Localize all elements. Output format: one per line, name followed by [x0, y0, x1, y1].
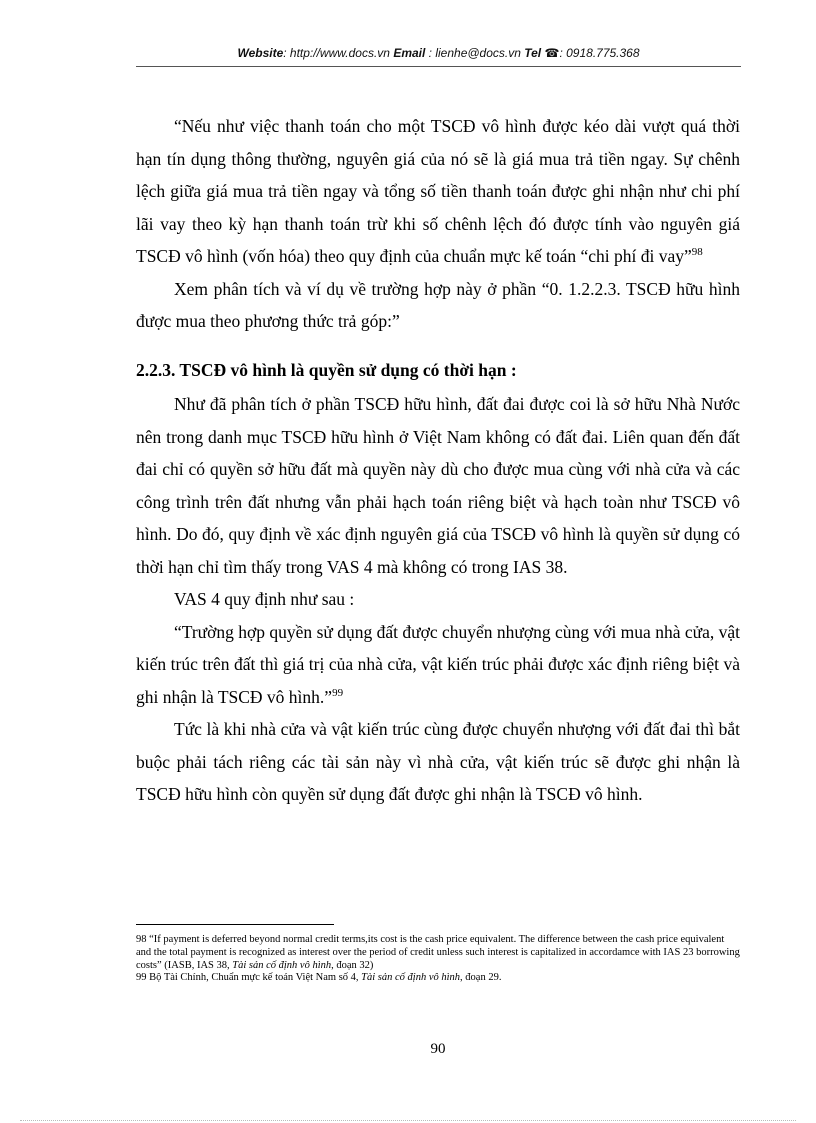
website-label: Website — [237, 46, 284, 60]
footnote-99 — [136, 972, 740, 985]
header-divider — [136, 66, 741, 67]
paragraph-quote-1-text: “Nếu như việc thanh toán cho một TSCĐ vô hình được kéo dài vượt quá thời hạn tín dụng thông thường, nguyên giá của nó sẽ là giá mua trả tiền ngay. Sự chênh lệch giữa giá mua trả tiền ngay và tổng số tiền thanh toán được ghi nhận như chi phí lãi vay theo kỳ hạn thanh toán trừ khi số chênh lệch đó được tính vào nguyên giá TSCĐ vô hình (vốn hóa) theo quy định của chuẩn mực kế toán “chi phí đi vay” — [136, 116, 740, 266]
paragraph-quote-5 — [136, 616, 740, 714]
website-value: : http://www.docs.vn — [283, 46, 390, 60]
footnote-divider — [136, 924, 334, 925]
footnote-98-number: 98 — [136, 934, 147, 945]
footnote-98-end: , đoạn 32) — [331, 959, 374, 971]
footnote-ref-98: 98 — [691, 246, 703, 259]
footnote-99-number: 99 — [136, 972, 147, 984]
page-header — [136, 46, 741, 60]
footnote-ref-99: 99 — [332, 686, 344, 699]
paragraph-quote-5-text: “Trường hợp quyền sử dụng đất được chuyển nhượng cùng với mua nhà cửa, vật kiến trúc trên đất thì giá trị của nhà cửa, vật kiến trúc phải được xác định riêng biệt và ghi nhận là TSCĐ vô hình.” — [136, 621, 740, 707]
paragraph-3: Như đã phân tích ở phần TSCĐ hữu hình, đất đai được coi là sở hữu Nhà Nước nên trong danh mục TSCĐ hữu hình ở Việt Nam không có đất đai. Liên quan đến đất đai chỉ có quyền sở hữu đất mà quyền này dù cho được mua cùng với nhà cửa và các công trình trên đất nhưng vẫn phải hạch toán riêng biệt và hạch toàn như TSCĐ vô hình. Do đó, quy định về xác định nguyên giá của TSCĐ vô hình là quyền sử dụng có thời hạn chỉ tìm thấy trong VAS 4 mà không có trong IAS 38. — [136, 394, 740, 577]
paragraph-6: Tức là khi nhà cửa và vật kiến trúc cùng được chuyển nhượng với đất đai thì bắt buộc phải tách riêng các tài sản này vì nhà cửa, vật kiến trúc sẽ được ghi nhận là TSCĐ hữu hình còn quyền sử dụng đất được ghi nhận là TSCĐ vô hình. — [136, 719, 740, 804]
footnote-99-title: Tài sản cố định vô hình — [361, 972, 461, 984]
paragraph-2: Xem phân tích và ví dụ về trường hợp này ở phần “0. 1.2.2.3. TSCĐ hữu hình được mua theo phương thức trả góp:” — [136, 278, 740, 331]
document-body — [136, 110, 740, 811]
paragraph-quote-1 — [136, 110, 740, 273]
email-label: Email — [393, 46, 426, 60]
footnote-98-title: Tài sản cố định vô hình — [232, 959, 332, 971]
page-number: 90 — [430, 1041, 446, 1057]
email-value: : lienhe@docs.vn — [428, 46, 521, 60]
footnote-98-text: “If payment is deferred beyond normal credit terms,its cost is the cash price equivalent. The difference between the cash price equivalent and the total payment is recognized as interest over the period of credit unless such interest is capitalized in accordamce with IAS 23 borrowing costs” (IASB, IAS 38, — [136, 934, 740, 971]
footnote-98 — [136, 934, 740, 972]
tel-label: Tel — [524, 46, 542, 60]
tel-value: : 0918.775.368 — [559, 46, 640, 60]
footnote-99-text: Bộ Tài Chính, Chuẩn mực kế toán Việt Nam số 4, — [146, 972, 362, 984]
footnote-99-end: , đoạn 29. — [460, 972, 502, 984]
phone-icon: ☎ — [544, 46, 560, 60]
section-heading: 2.2.3. TSCĐ vô hình là quyền sử dụng có thời hạn : — [136, 359, 517, 380]
footnotes — [136, 934, 740, 985]
paragraph-4: VAS 4 quy định như sau : — [174, 589, 355, 609]
page-bottom-border — [20, 1120, 796, 1121]
